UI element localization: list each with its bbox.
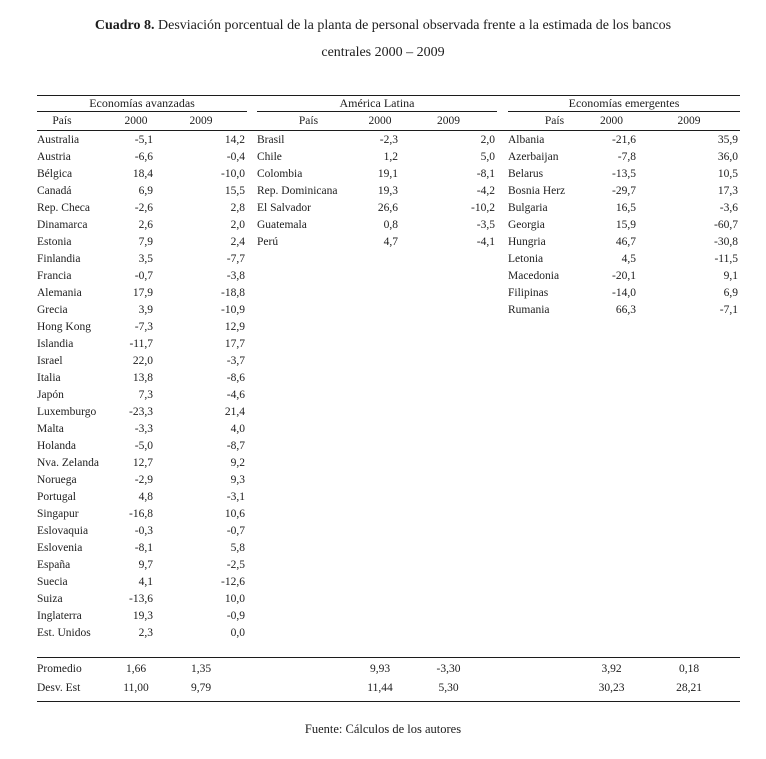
value-2009-cell: -8,1: [476, 168, 495, 180]
value-2009-cell: -3,1: [226, 491, 245, 503]
country-cell: Belarus: [508, 168, 544, 180]
summary-group: [508, 660, 740, 679]
value-2000-cell: 46,7: [615, 236, 636, 248]
country-cell: España: [37, 559, 71, 571]
country-cell: Chile: [257, 151, 282, 163]
table-row: [37, 557, 247, 574]
table-row: [37, 234, 247, 251]
value-2000-cell: 2,6: [138, 219, 153, 231]
table-row: [257, 200, 497, 217]
table-row: [508, 234, 740, 251]
group-subheader: [508, 112, 740, 130]
column-header-row: [37, 112, 740, 131]
country-cell: Est. Unidos: [37, 627, 91, 639]
value-2009-cell: 10,5: [717, 168, 738, 180]
table-row: [37, 285, 247, 302]
value-2000-cell: -13,6: [129, 593, 153, 605]
value-2009-cell: -4,6: [226, 389, 245, 401]
summary-2000-cell: 1,66: [125, 663, 147, 675]
table-row: [37, 166, 247, 183]
value-2000-cell: 26,6: [377, 202, 398, 214]
table-row: [257, 149, 497, 166]
table-row: [508, 285, 740, 302]
country-cell: Malta: [37, 423, 64, 435]
col-header-pais: País: [544, 115, 565, 127]
value-2009-cell: -12,6: [221, 576, 245, 588]
summary-group: [37, 679, 247, 698]
country-cell: Inglaterra: [37, 610, 82, 622]
country-cell: Brasil: [257, 134, 285, 146]
country-cell: Perú: [257, 236, 279, 248]
value-2000-cell: 12,7: [132, 457, 153, 469]
value-2009-cell: -2,5: [226, 559, 245, 571]
table-row: [37, 302, 247, 319]
col-header-2009: 2009: [437, 115, 460, 127]
value-2009-cell: -3,6: [719, 202, 738, 214]
summary-rows: [37, 658, 740, 702]
value-2000-cell: 4,1: [138, 576, 153, 588]
summary-group: [37, 660, 247, 679]
table-row: [37, 438, 247, 455]
country-cell: Suiza: [37, 593, 63, 605]
table-row: [37, 591, 247, 608]
table-row: [37, 574, 247, 591]
value-2000-cell: -5,1: [134, 134, 153, 146]
summary-row: [37, 679, 740, 698]
group-body: [257, 132, 497, 251]
value-2000-cell: 22,0: [132, 355, 153, 367]
value-2000-cell: -6,6: [134, 151, 153, 163]
summary-row: [37, 660, 740, 679]
col-header-pais: País: [52, 115, 72, 127]
country-cell: Rep. Dominicana: [257, 185, 338, 197]
group-body: [508, 132, 740, 319]
value-2009-cell: 17,7: [224, 338, 245, 350]
group-subheader: [257, 112, 497, 130]
country-cell: Letonia: [508, 253, 544, 265]
summary-2009-cell: 9,79: [190, 682, 212, 694]
group-title-row: [37, 96, 740, 112]
summary-2000-cell: 3,92: [601, 663, 622, 675]
value-2009-cell: 5,8: [230, 542, 245, 554]
value-2000-cell: -0,3: [134, 525, 153, 537]
value-2009-cell: 2,4: [230, 236, 245, 248]
table-row: [37, 183, 247, 200]
summary-2009-cell: 28,21: [676, 682, 702, 694]
value-2009-cell: -10,2: [471, 202, 495, 214]
table-body: [37, 131, 740, 658]
value-2009-cell: 15,5: [224, 185, 245, 197]
table-row: [508, 132, 740, 149]
value-2000-cell: 4,8: [138, 491, 153, 503]
table-row: [37, 523, 247, 540]
value-2009-cell: -3,8: [226, 270, 245, 282]
table-row: [37, 387, 247, 404]
value-2000-cell: 66,3: [615, 304, 636, 316]
value-2009-cell: -0,7: [226, 525, 245, 537]
country-cell: Singapur: [37, 508, 79, 520]
value-2009-cell: 14,2: [224, 134, 245, 146]
value-2009-cell: 35,9: [717, 134, 738, 146]
value-2000-cell: -7,3: [134, 321, 153, 333]
table-row: [37, 421, 247, 438]
summary-2000-cell: 11,00: [123, 682, 149, 694]
table-row: [37, 404, 247, 421]
value-2000-cell: -8,1: [134, 542, 153, 554]
value-2009-cell: 10,0: [224, 593, 245, 605]
caption-text-line1: Desviación porcentual de la planta de personal observada frente a la estimada de los bancos: [154, 18, 672, 33]
country-cell: Filipinas: [508, 287, 549, 299]
table-row: [508, 183, 740, 200]
table-row: [37, 370, 247, 387]
value-2000-cell: 15,9: [615, 219, 636, 231]
country-cell: Bélgica: [37, 168, 73, 180]
country-cell: Rep. Checa: [37, 202, 91, 214]
table-row: [508, 268, 740, 285]
value-2009-cell: -4,1: [476, 236, 495, 248]
group-header: Economías emergentes: [508, 96, 740, 112]
value-2000-cell: 1,2: [383, 151, 398, 163]
value-2009-cell: 2,0: [480, 134, 495, 146]
table-row: [508, 302, 740, 319]
country-cell: Dinamarca: [37, 219, 88, 231]
value-2009-cell: -60,7: [714, 219, 738, 231]
summary-group: [508, 679, 740, 698]
group-body: [37, 132, 247, 642]
col-header-2000: 2000: [124, 115, 148, 127]
value-2000-cell: -3,3: [134, 423, 153, 435]
value-2000-cell: -21,6: [612, 134, 636, 146]
country-cell: Francia: [37, 270, 72, 282]
table-row: [37, 149, 247, 166]
value-2000-cell: -2,9: [134, 474, 153, 486]
country-cell: Eslovaquia: [37, 525, 89, 537]
summary-label-empty: [257, 679, 360, 698]
country-cell: Italia: [37, 372, 61, 384]
value-2000-cell: 19,3: [132, 610, 153, 622]
value-2000-cell: -29,7: [612, 185, 636, 197]
value-2000-cell: 4,7: [383, 236, 398, 248]
table-row: [37, 132, 247, 149]
country-cell: Islandia: [37, 338, 74, 350]
table-row: [37, 353, 247, 370]
value-2009-cell: -10,9: [221, 304, 245, 316]
source-note: Fuente: Cálculos de los autores: [304, 722, 462, 736]
value-2009-cell: 5,0: [480, 151, 495, 163]
value-2009-cell: -0,9: [226, 610, 245, 622]
value-2000-cell: 13,8: [132, 372, 153, 384]
value-2009-cell: 2,8: [230, 202, 245, 214]
value-2000-cell: 0,8: [383, 219, 398, 231]
country-cell: Albania: [508, 134, 545, 146]
summary-2000-cell: 11,44: [367, 682, 393, 694]
summary-2000-cell: 9,93: [369, 663, 391, 675]
summary-label: Desv. Est: [37, 682, 81, 694]
country-cell: Macedonia: [508, 270, 560, 282]
country-cell: Canadá: [37, 185, 72, 197]
table-row: [508, 217, 740, 234]
country-cell: Rumania: [508, 304, 550, 316]
country-cell: Luxemburgo: [37, 406, 97, 418]
value-2009-cell: -0,4: [226, 151, 245, 163]
value-2009-cell: -8,6: [226, 372, 245, 384]
value-2009-cell: 6,9: [723, 287, 738, 299]
table-row: [37, 625, 247, 642]
country-cell: Suecia: [37, 576, 68, 588]
value-2000-cell: -13,5: [612, 168, 636, 180]
value-2009-cell: -3,7: [226, 355, 245, 367]
value-2000-cell: 7,9: [138, 236, 153, 248]
value-2000-cell: 6,9: [138, 185, 153, 197]
value-2009-cell: 12,9: [224, 321, 245, 333]
country-cell: El Salvador: [257, 202, 311, 214]
value-2009-cell: 9,1: [723, 270, 738, 282]
value-2009-cell: 17,3: [717, 185, 738, 197]
value-2000-cell: -5,0: [134, 440, 153, 452]
value-2009-cell: -30,8: [714, 236, 738, 248]
country-cell: Portugal: [37, 491, 76, 503]
value-2009-cell: -11,5: [714, 253, 738, 265]
table-row: [508, 251, 740, 268]
table-row: [37, 251, 247, 268]
table-row: [37, 472, 247, 489]
value-2000-cell: 7,3: [138, 389, 153, 401]
table-row: [37, 489, 247, 506]
group-header: América Latina: [257, 96, 497, 112]
summary-2000-cell: 30,23: [598, 682, 625, 694]
table-row: [508, 149, 740, 166]
value-2009-cell: 36,0: [717, 151, 738, 163]
table-row: [257, 234, 497, 251]
value-2000-cell: 2,3: [138, 627, 153, 639]
data-table: [37, 95, 740, 702]
caption-text-line2: centrales 2000 – 2009: [321, 45, 445, 60]
value-2000-cell: 9,7: [138, 559, 153, 571]
col-header-pais: País: [298, 115, 319, 127]
value-2009-cell: -8,7: [226, 440, 245, 452]
table-row: [508, 166, 740, 183]
summary-group: [257, 679, 497, 698]
value-2009-cell: 4,0: [230, 423, 245, 435]
value-2000-cell: 16,5: [615, 202, 636, 214]
table-row: [37, 217, 247, 234]
value-2000-cell: -20,1: [612, 270, 636, 282]
value-2000-cell: 17,9: [132, 287, 153, 299]
value-2009-cell: -7,7: [226, 253, 245, 265]
country-cell: Colombia: [257, 168, 303, 180]
table-row: [37, 319, 247, 336]
table-row: [37, 608, 247, 625]
country-cell: Japón: [37, 389, 64, 401]
value-2009-cell: -10,0: [221, 168, 245, 180]
country-cell: Hungria: [508, 236, 546, 248]
country-cell: Holanda: [37, 440, 76, 452]
value-2009-cell: -4,2: [476, 185, 495, 197]
table-caption: [23, 0, 743, 66]
summary-2009-cell: 5,30: [438, 682, 459, 694]
value-2000-cell: -14,0: [612, 287, 636, 299]
value-2000-cell: -0,7: [134, 270, 153, 282]
table-row: [37, 506, 247, 523]
table-row: [37, 455, 247, 472]
table-row: [37, 336, 247, 353]
country-cell: Grecia: [37, 304, 68, 316]
value-2000-cell: 18,4: [132, 168, 153, 180]
summary-group: [257, 660, 497, 679]
col-header-2000: 2000: [368, 115, 392, 127]
value-2000-cell: 3,9: [138, 304, 153, 316]
group-subheader: [37, 112, 247, 130]
country-cell: Austria: [37, 151, 71, 163]
col-header-2009: 2009: [677, 115, 701, 127]
summary-2009-cell: 1,35: [190, 663, 212, 675]
country-cell: Israel: [37, 355, 63, 367]
country-cell: Guatemala: [257, 219, 307, 231]
summary-label: Promedio: [37, 663, 82, 675]
table-row: [508, 200, 740, 217]
country-cell: Estonia: [37, 236, 72, 248]
value-2000-cell: -2,3: [379, 134, 398, 146]
col-header-2009: 2009: [189, 115, 213, 127]
col-header-2000: 2000: [600, 115, 623, 127]
country-cell: Georgia: [508, 219, 545, 231]
value-2000-cell: 4,5: [621, 253, 636, 265]
value-2009-cell: 10,6: [224, 508, 245, 520]
country-cell: Azerbaijan: [508, 151, 559, 163]
caption-number: Cuadro 8.: [94, 18, 155, 33]
value-2009-cell: 21,4: [224, 406, 245, 418]
table-row: [257, 183, 497, 200]
value-2000-cell: 19,3: [377, 185, 398, 197]
value-2009-cell: -3,5: [476, 219, 495, 231]
value-2009-cell: 9,2: [230, 457, 245, 469]
value-2000-cell: -2,6: [134, 202, 153, 214]
country-cell: Eslovenia: [37, 542, 83, 554]
country-cell: Bulgaria: [508, 202, 548, 214]
country-cell: Alemania: [37, 287, 82, 299]
summary-2009-cell: -3,30: [436, 663, 461, 675]
value-2000-cell: -11,7: [129, 338, 153, 350]
value-2009-cell: -7,1: [719, 304, 738, 316]
summary-label-empty: [257, 660, 360, 679]
value-2009-cell: -18,8: [221, 287, 245, 299]
table-row: [37, 268, 247, 285]
value-2000-cell: 19,1: [377, 168, 398, 180]
value-2000-cell: -16,8: [129, 508, 153, 520]
country-cell: Nva. Zelanda: [37, 457, 99, 469]
group-header: Economías avanzadas: [37, 96, 247, 112]
table-row: [257, 132, 497, 149]
table-row: [257, 217, 497, 234]
summary-2009-cell: 0,18: [678, 663, 700, 675]
value-2000-cell: -7,8: [617, 151, 636, 163]
table-row: [37, 200, 247, 217]
country-cell: Hong Kong: [37, 321, 91, 333]
value-2000-cell: -23,3: [129, 406, 153, 418]
table-row: [257, 166, 497, 183]
value-2000-cell: 3,5: [138, 253, 153, 265]
value-2009-cell: 2,0: [230, 219, 245, 231]
country-cell: Australia: [37, 134, 80, 146]
value-2009-cell: 0,0: [230, 627, 245, 639]
summary-label-empty: [508, 660, 585, 679]
value-2009-cell: 9,3: [230, 474, 245, 486]
summary-label-empty: [508, 679, 585, 698]
country-cell: Noruega: [37, 474, 77, 486]
table-row: [37, 540, 247, 557]
country-cell: Finlandia: [37, 253, 81, 265]
country-cell: Bosnia Herz: [508, 185, 566, 197]
